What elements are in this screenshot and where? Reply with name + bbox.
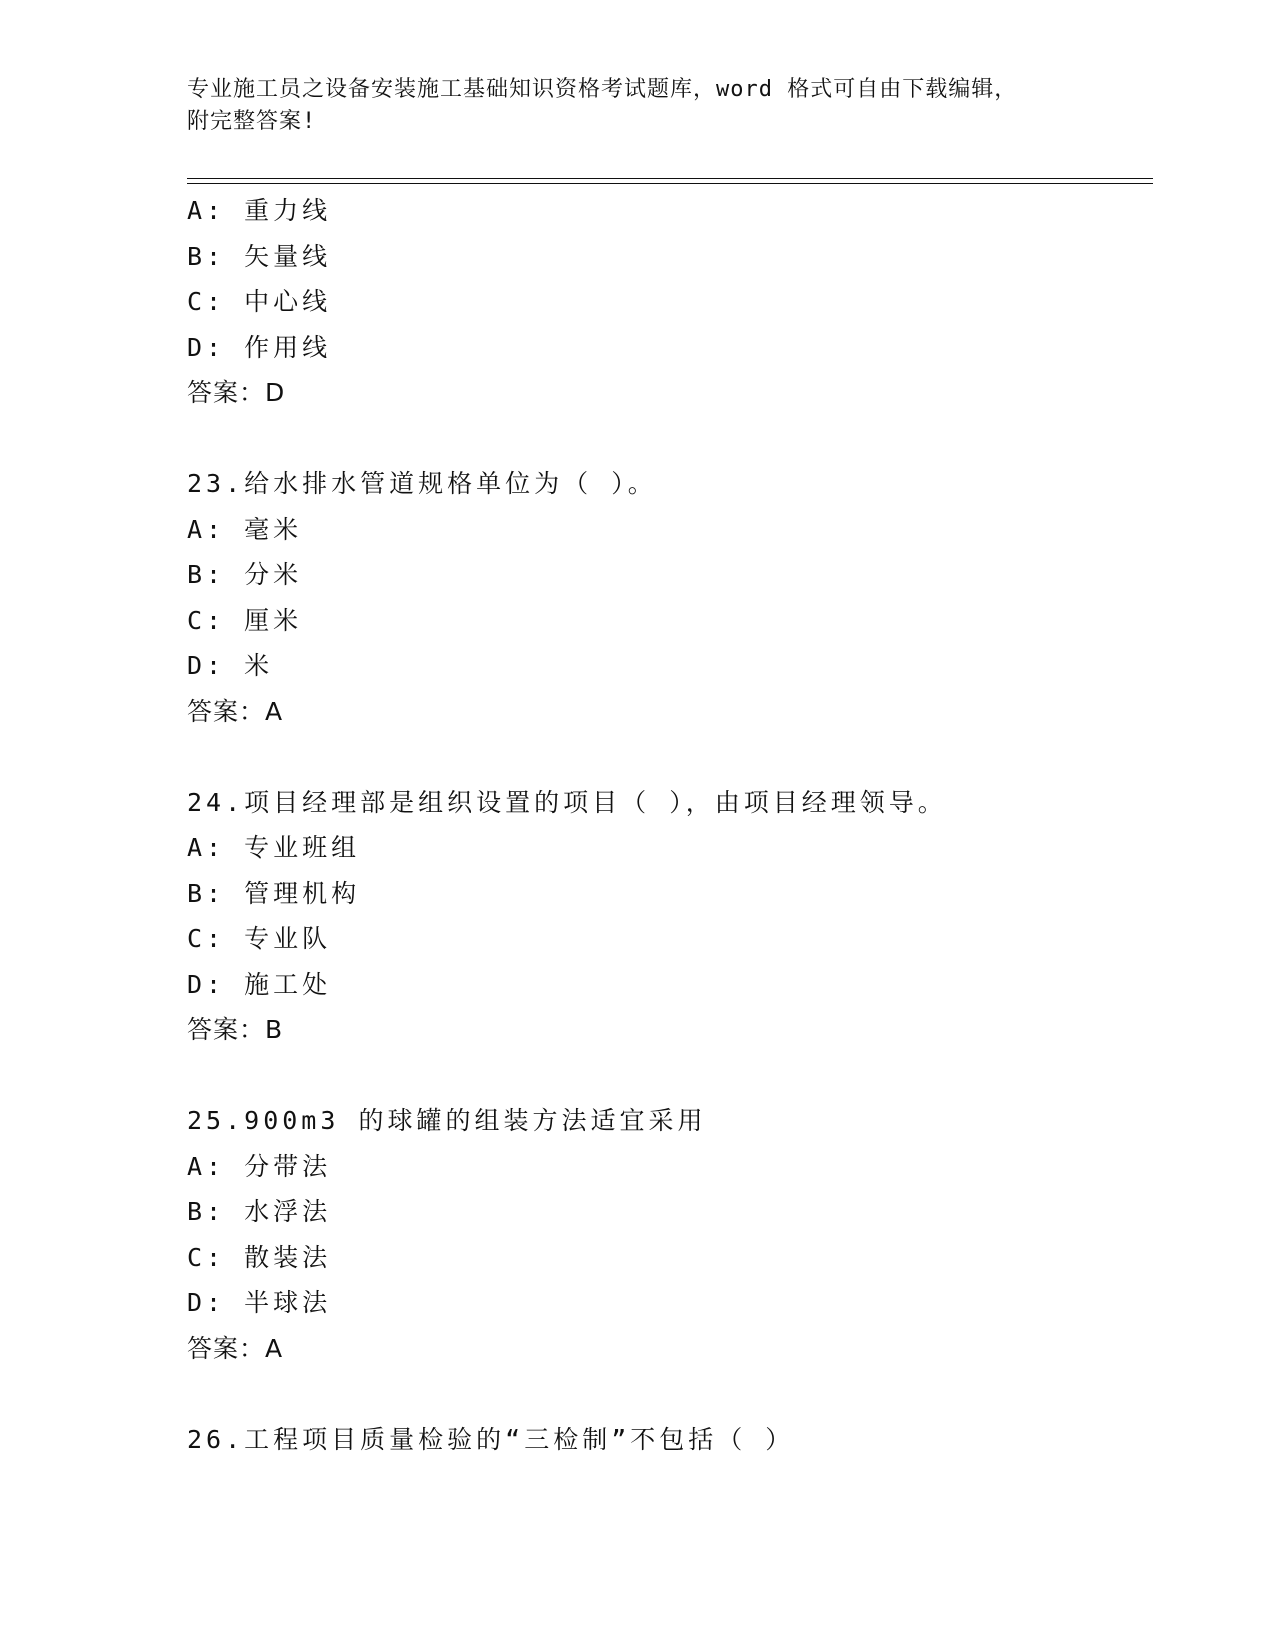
option-d: D: 米 xyxy=(187,651,274,680)
header-line-2: 附完整答案! xyxy=(187,109,317,134)
question-text: 23.给水排水管道规格单位为（ ）。 xyxy=(187,469,657,498)
option-c: C: 专业队 xyxy=(187,924,332,953)
option-a: A: 分带法 xyxy=(187,1151,332,1181)
question-text: 24.项目经理部是组织设置的项目（ ），由项目经理领导。 xyxy=(187,787,947,817)
answer: 答案：D xyxy=(187,378,286,407)
option-b: B: 管理机构 xyxy=(187,878,361,908)
question-text: 25.900m3 的球罐的组装方法适宜采用 xyxy=(187,1106,707,1135)
option-c: C: 中心线 xyxy=(187,287,332,316)
option-d: D: 半球法 xyxy=(187,1288,332,1317)
question-23 xyxy=(187,461,1153,734)
spacer xyxy=(187,734,1153,780)
question-24 xyxy=(187,780,1153,1053)
option-d: D: 施工处 xyxy=(187,969,332,999)
answer: 答案：A xyxy=(187,696,284,726)
header-line-1: 专业施工员之设备安装施工基础知识资格考试题库，word 格式可自由下载编辑， xyxy=(187,77,1018,102)
option-b: B: 矢量线 xyxy=(187,241,332,271)
spacer xyxy=(187,1371,1153,1417)
answer: 答案：B xyxy=(187,1015,284,1044)
question-list xyxy=(187,188,1153,1462)
option-a: A: 重力线 xyxy=(187,196,332,225)
question-25 xyxy=(187,1098,1153,1371)
option-b: B: 水浮法 xyxy=(187,1197,332,1226)
option-b: B: 分米 xyxy=(187,560,303,589)
answer: 答案：A xyxy=(187,1333,284,1363)
question-26 xyxy=(187,1417,1153,1463)
option-a: A: 专业班组 xyxy=(187,833,361,862)
document-header xyxy=(187,74,1087,138)
option-a: A: 毫米 xyxy=(187,514,303,544)
option-c: C: 散装法 xyxy=(187,1242,332,1272)
question-text: 26.工程项目质量检验的“三检制”不包括（ ） xyxy=(187,1424,795,1454)
option-c: C: 厘米 xyxy=(187,605,303,635)
spacer xyxy=(187,416,1153,462)
option-d: D: 作用线 xyxy=(187,332,332,362)
header-divider xyxy=(187,178,1153,184)
spacer xyxy=(187,1053,1153,1099)
question-22 xyxy=(187,188,1153,416)
